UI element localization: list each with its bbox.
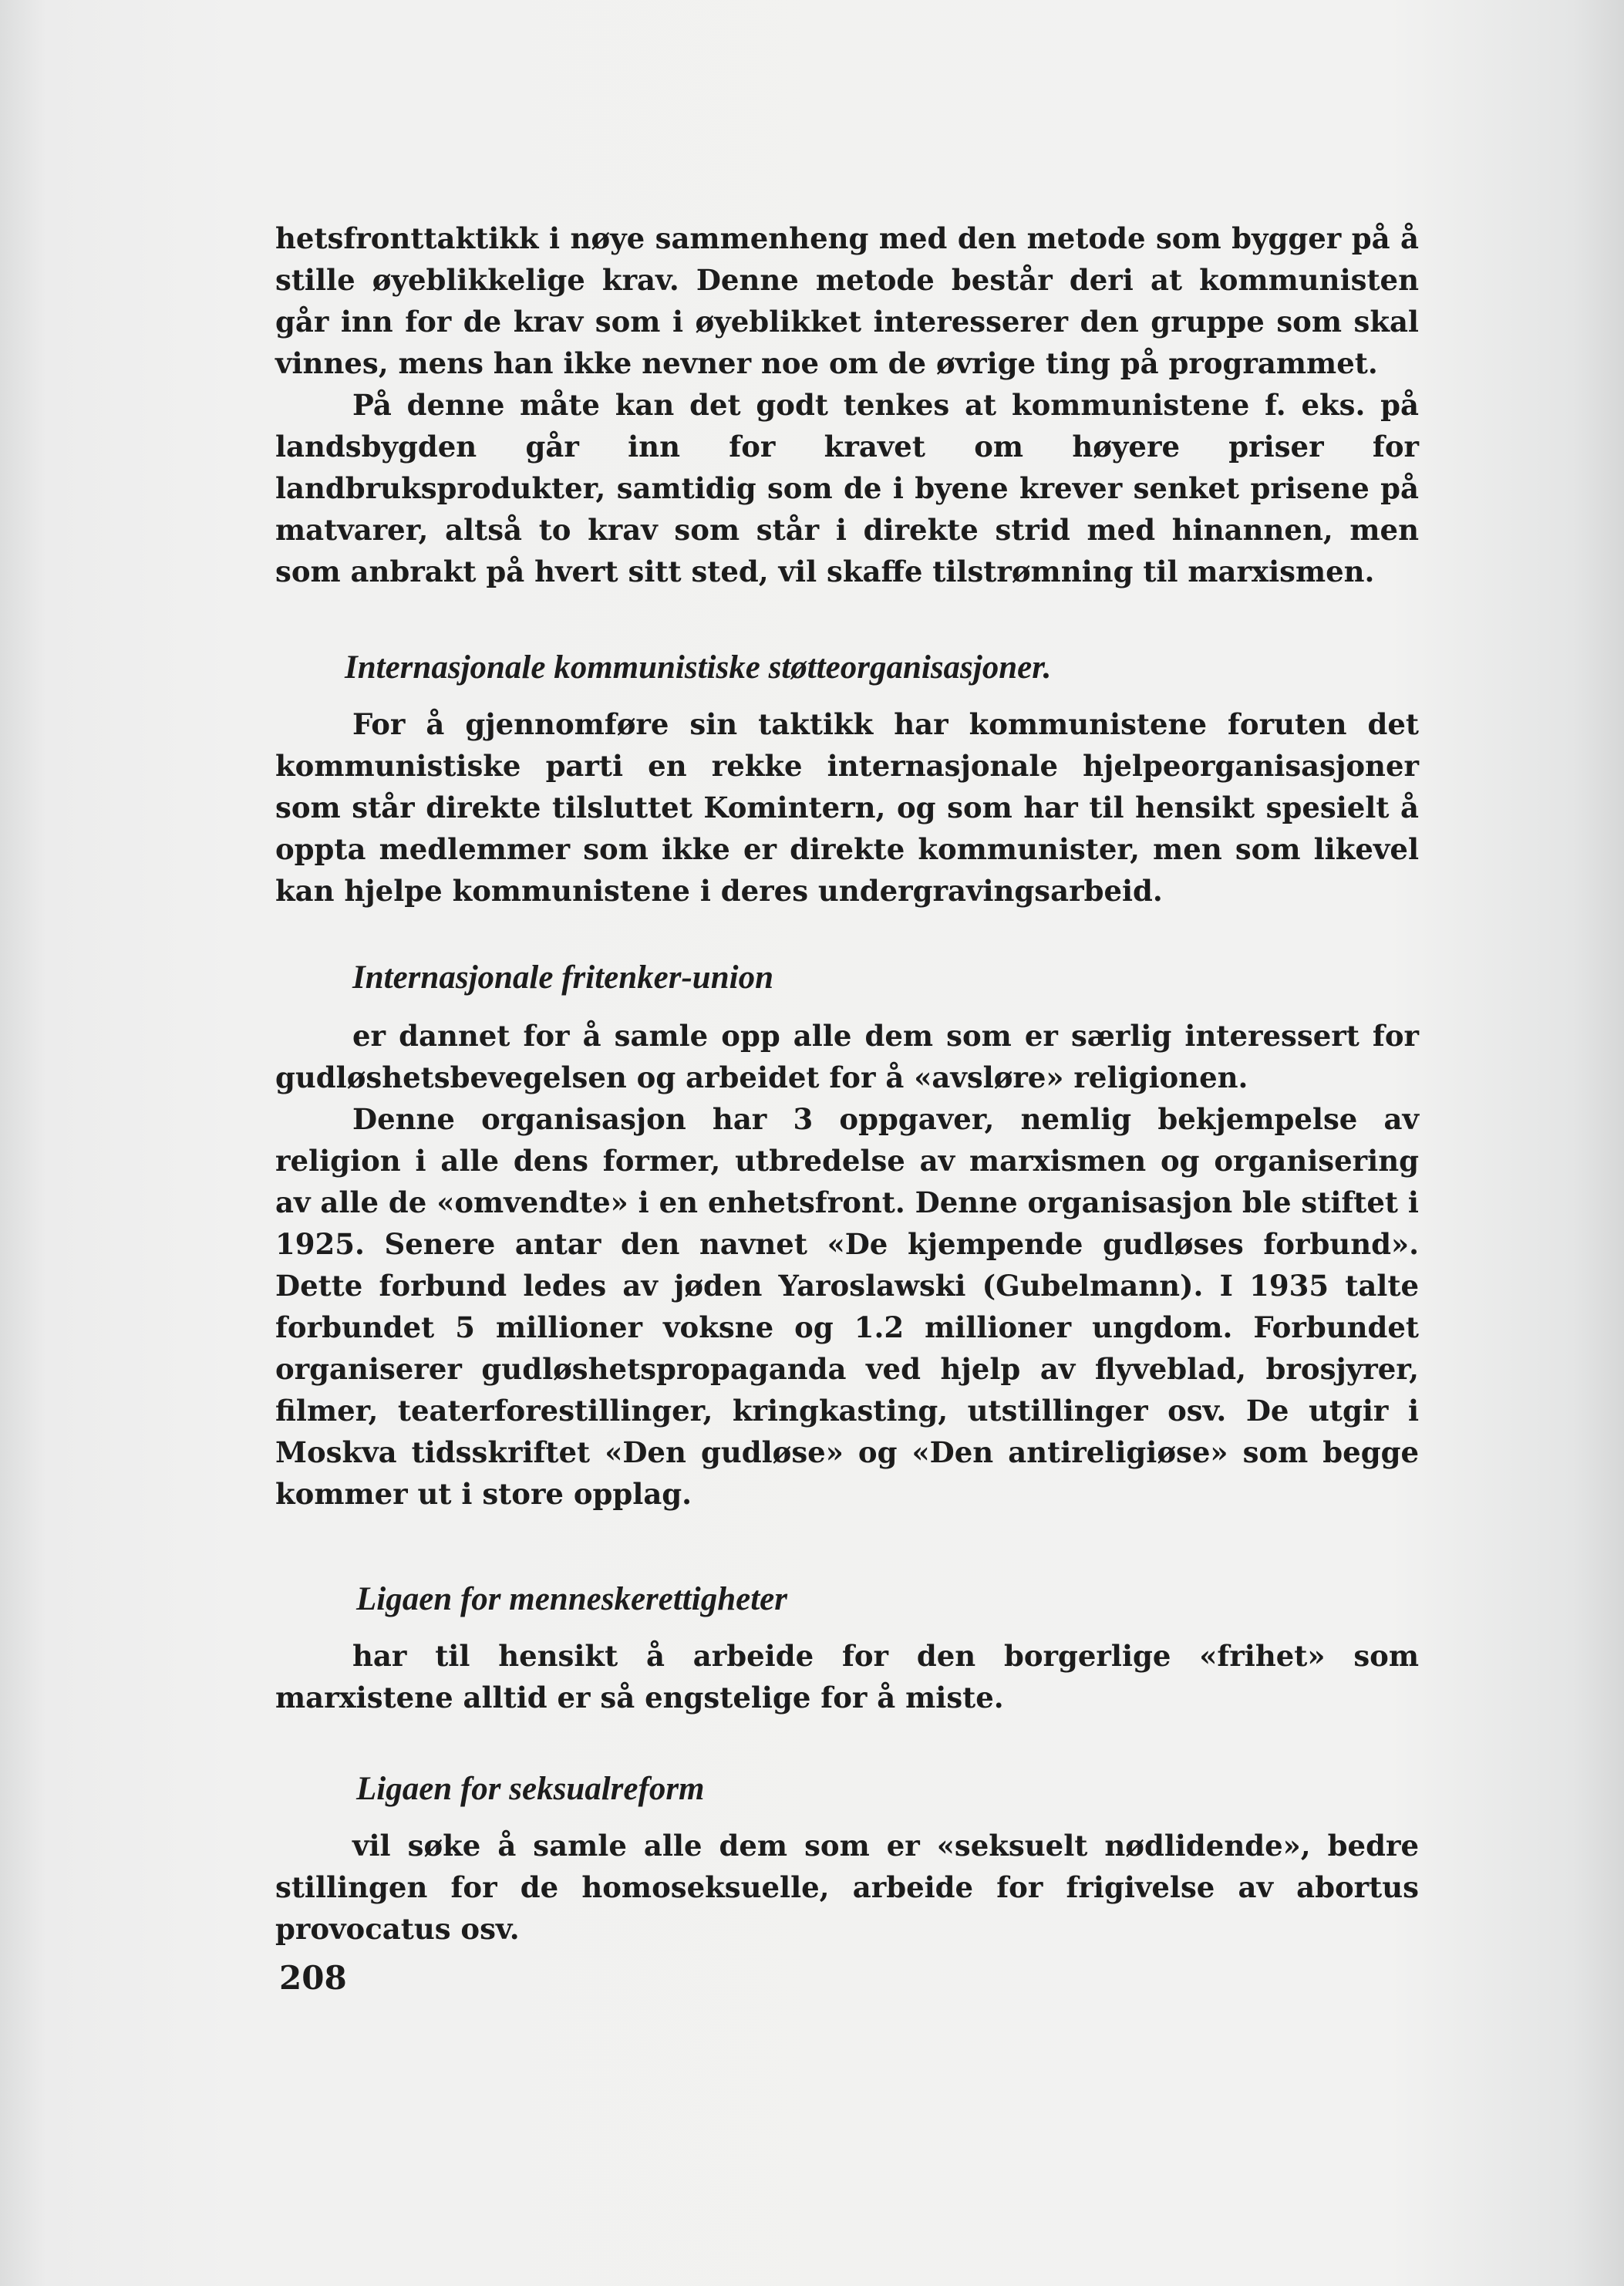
- paragraph-landsbygden: På denne måte kan det godt tenkes at kommunistene f. eks. på landsbygden går inn for kravet om høyere priser for landbruksprodukter, samtidig som de i byene krever senket prisene på matvarer, altså to krav som står i direkte strid med hinannen, men som anbrakt på hvert sitt sted, vil skaffe tilstrømning til marxismen.: [275, 388, 1419, 588]
- paragraph-sexual-reform-league: vil søke å samle alle dem som er «seksuelt nødlidende», bedre stillingen for de homoseksuelle, arbeide for frigivelse av abortus provocatus osv.: [275, 1829, 1419, 1946]
- heading-freethinker-union: Internasjonale fritenker-union: [352, 959, 773, 996]
- heading-sexual-reform-league: Ligaen for seksualreform: [356, 1771, 705, 1807]
- paragraph-freethinker-details: Denne organisasjon har 3 oppgaver, nemlig bekjempelse av religion i alle dens former, utbredelse av marxismen og organisering av alle de «omvendte» i en enhetsfront. Denne organisasjon ble stiftet i 1925. Senere antar den navnet «De kjempende gudløses forbund». Dette forbund ledes av jøden Yaroslawski (Gubelmann). I 1935 talte forbundet 5 millioner voksne og 1.2 millioner ungdom. Forbundet organiserer gudløshetspropaganda ved hjelp av flyveblad, brosjyrer, filmer, teaterforestillinger, kringkasting, utstillinger osv. De utgir i Moskva tidsskriftet «Den gudløse» og «Den antireligiøse» som begge kommer ut i store opplag.: [275, 1102, 1419, 1511]
- paragraph-support-organisations: For å gjennomføre sin taktikk har kommunistene foruten det kommunistiske parti en rekke internasjonale hjelpeorganisasjoner som står direkte tilsluttet Komintern, og som har til hensikt spesielt å oppta medlemmer som ikke er direkte kommunister, men som likevel kan hjelpe kommunistene i deres undergravingsarbeid.: [275, 707, 1419, 908]
- paragraph-continuation: hetsfronttaktikk i nøye sammenheng med den metode som bygger på å stille øyeblikkelige krav. Denne metode består deri at kommunisten går inn for de krav som i øyeblikket interesserer den gruppe som skal vinnes, mens han ikke nevner noe om de øvrige ting på programmet.: [275, 221, 1419, 380]
- heading-support-organisations: Internasjonale kommunistiske støtteorganisasjoner.: [345, 649, 1052, 686]
- paragraph-human-rights-league: har til hensikt å arbeide for den borgerlige «frihet» som marxistene alltid er så engstelige for å miste.: [275, 1639, 1419, 1714]
- text-column: [275, 217, 1419, 1950]
- heading-human-rights-league: Ligaen for menneskerettigheter: [356, 1581, 787, 1617]
- page-number: 208: [279, 1959, 347, 1997]
- paragraph-freethinker-intro: er dannet for å samle opp alle dem som er særlig interessert for gudløshetsbevegelsen og arbeidet for å «avsløre» religionen.: [275, 1019, 1419, 1094]
